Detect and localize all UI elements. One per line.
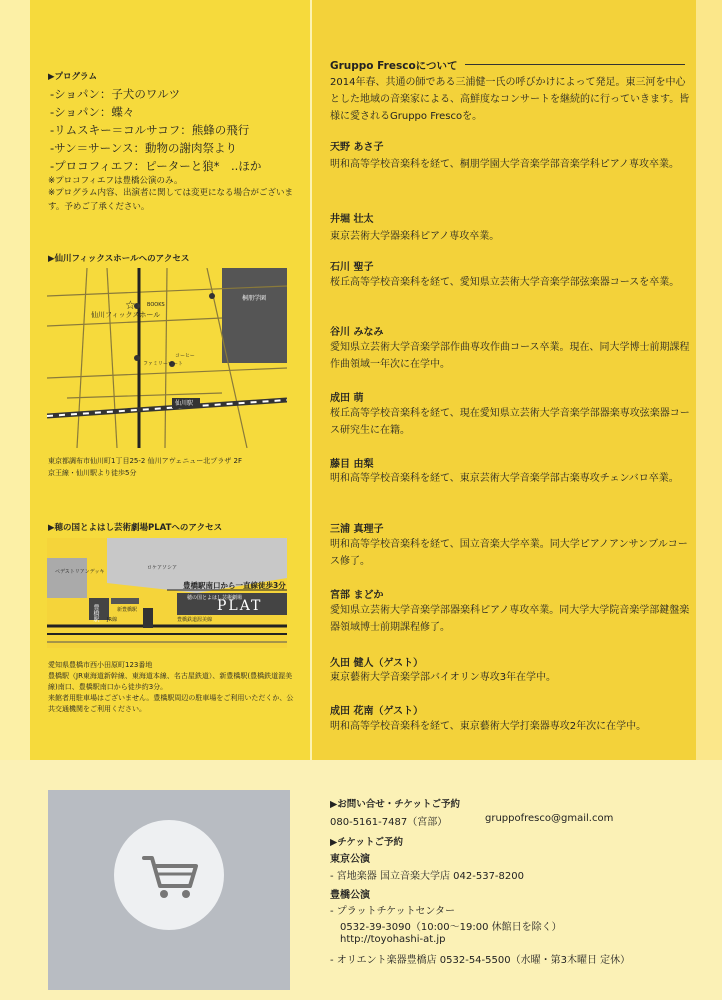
member-name: 天野 あさ子 (330, 142, 384, 153)
map-meitetsu-label: 新豊橋駅 (117, 607, 138, 613)
member-bio: 明和高等学校音楽科を経て、国立音楽大学卒業。同大学ピアノアンサンブルコース修了。 (330, 539, 688, 567)
tokyo-label: 東京公演 (330, 854, 370, 865)
contact-email[interactable]: gruppofresco@gmail.com (485, 813, 614, 824)
access-plat-heading: ▶穂の国とよはし芸術劇場PLATへのアクセス (48, 523, 223, 533)
program-item: -リムスキー＝コルサコフ：熊蜂の飛行 (50, 123, 250, 137)
member-name: 久田 健人（ゲスト） (330, 658, 424, 669)
map-school-label: 桐朋学園 (242, 295, 267, 302)
contact-heading: ▶お問い合せ・チケットご予約 (330, 799, 460, 810)
map-plat-sub-label: 穂の国とよはし芸術劇場 (187, 595, 243, 601)
about-text: 2014年春、共通の師である三浦健一氏の呼びかけによって発足。東三河を中心とした地域の音楽家による、高鮮度なコンサートを継続的に行っていきます。皆様に愛されるGruppo Frescoを。 (330, 77, 690, 122)
cart-icon (114, 820, 224, 930)
tickets-heading: ▶チケットご予約 (330, 837, 403, 848)
plat-ticket-phone: 0532-39-3090（10:00～19:00 休館日を除く） (340, 922, 562, 933)
about-title: Gruppo Frescoについて (330, 60, 458, 72)
map-shop-label: BOOKS (147, 302, 165, 308)
plat-directions: 豊橋駅（JR東海道新幹線、東海道本線、名古屋鉄道）、新豊橋駅(豊橋鉄道渥美線)南口、豊橋駅南口から徒歩約3分。 (48, 672, 293, 691)
member-bio: 明和高等学校音楽科を経て、東京芸術大学音楽学部古楽専攻チェンバロ卒業。 (330, 473, 679, 484)
cart-image (48, 790, 290, 990)
map-shop-label: コーヒー (175, 353, 195, 359)
map-walk-label: 豊橋駅南口から一直線徒歩3分 (183, 581, 286, 590)
right-edge-strip (696, 0, 722, 760)
left-margin-strip (0, 0, 30, 760)
map-shop-label: ファミリーマート (143, 361, 183, 367)
program-item: -プロコフィエフ：ピーターと狼* ..ほか (50, 159, 262, 173)
member-bio: 明和高等学校音楽科を経て、桐朋学園大学音楽学部音楽学科ピアノ専攻卒業。 (330, 159, 679, 170)
map-tram-label: 豊橋鉄道渥美線 (177, 617, 213, 623)
cart-icon-circle (114, 820, 224, 930)
program-note-1: ※プロコフィエフは豊橋公演のみ。 (48, 176, 183, 186)
map-hotel-label: ロケアソシア (147, 565, 178, 571)
member-bio: 明和高等学校音楽科を経て、東京藝術大学打楽器専攻2年次に在学中。 (330, 721, 647, 732)
map-station-label: 豊橋駅 (92, 604, 99, 622)
member-name: 谷川 みなみ (330, 327, 384, 338)
plat-map (47, 538, 287, 648)
program-note-2: ※プログラム内容、出演者に関しては変更になる場合がございます。予めご了承ください。 (48, 188, 294, 212)
map-station-label: 仙川駅 (175, 400, 194, 407)
program-heading: ▶プログラム (48, 72, 97, 82)
member-name: 藤目 由梨 (330, 459, 374, 470)
plat-parking-note: 来館者用駐車場はございません。豊橋駅周辺の駐車場をご利用いただくか、公共交通機関をご利用ください。 (48, 694, 294, 713)
member-name: 成田 萌 (330, 393, 364, 404)
member-bio: 東京芸術大学器楽科ピアノ専攻卒業。 (330, 231, 500, 242)
member-name: 宮部 まどか (330, 590, 384, 601)
plat-address: 愛知県豊橋市西小田原町123番地 (48, 661, 153, 669)
member-name: 石川 聖子 (330, 262, 374, 273)
member-bio: 愛知県立芸術大学音楽学部器楽科ピアノ専攻卒業。同大学大学院音楽学部鍵盤楽器領域博士前期課程修了。 (330, 605, 690, 633)
sengawa-address: 東京都調布市仙川町1丁目25-2 仙川アヴェニュー北プラザ 2F (48, 457, 242, 465)
access-sengawa-heading: ▶仙川フィックスホールへのアクセス (48, 254, 190, 264)
toyohashi-label: 豊橋公演 (330, 890, 370, 901)
member-name: 井堀 壮太 (330, 214, 374, 225)
sengawa-map (47, 268, 287, 448)
plat-ticket-center: - プラットチケットセンター (330, 906, 455, 917)
contact-phone: 080-5161-7487（宮部） (330, 817, 448, 828)
member-name: 三浦 真理子 (330, 524, 384, 535)
member-bio: 愛知県立芸術大学音楽学部作曲専攻作曲コース卒業。現在、同大学博士前期課程作曲領域一年次に在学中。 (330, 342, 690, 370)
sengawa-directions: 京王線・仙川駅より徒歩5分 (48, 469, 137, 477)
about-divider (465, 64, 685, 65)
program-item: -ショパン：子犬のワルツ (50, 87, 181, 101)
program-item: -ショパン：蝶々 (50, 105, 135, 119)
member-bio: 桜丘高等学校音楽科を経て、愛知県立芸術大学音楽学部弦楽器コースを卒業。 (330, 277, 680, 288)
map-deck-label: ペデストリアンデッキ (55, 569, 105, 575)
member-bio: 桜丘高等学校音楽科を経て、現在愛知県立芸術大学音楽学部器楽専攻弦楽器コース研究生に在籍。 (330, 408, 690, 436)
map-plat-label: PLAT (217, 598, 263, 614)
tokyo-ticket-line: - 宮地楽器 国立音楽大学店 042-537-8200 (330, 871, 524, 882)
map-jr-label: JR線 (107, 617, 117, 623)
member-bio: 東京藝術大学音楽学部バイオリン専攻3年在学中。 (330, 672, 557, 683)
program-item: -サン＝サーンス：動物の謝肉祭より (50, 141, 237, 155)
orient-ticket-line: - オリエント楽器豊橋店 0532-54-5500（水曜・第3木曜日 定休） (330, 955, 631, 966)
member-name: 成田 花南（ゲスト） (330, 706, 424, 717)
plat-ticket-url[interactable]: http://toyohashi-at.jp (340, 934, 446, 945)
star-icon: ☆ (125, 298, 136, 312)
map-hall-label: 仙川フィックスホール (91, 311, 161, 319)
